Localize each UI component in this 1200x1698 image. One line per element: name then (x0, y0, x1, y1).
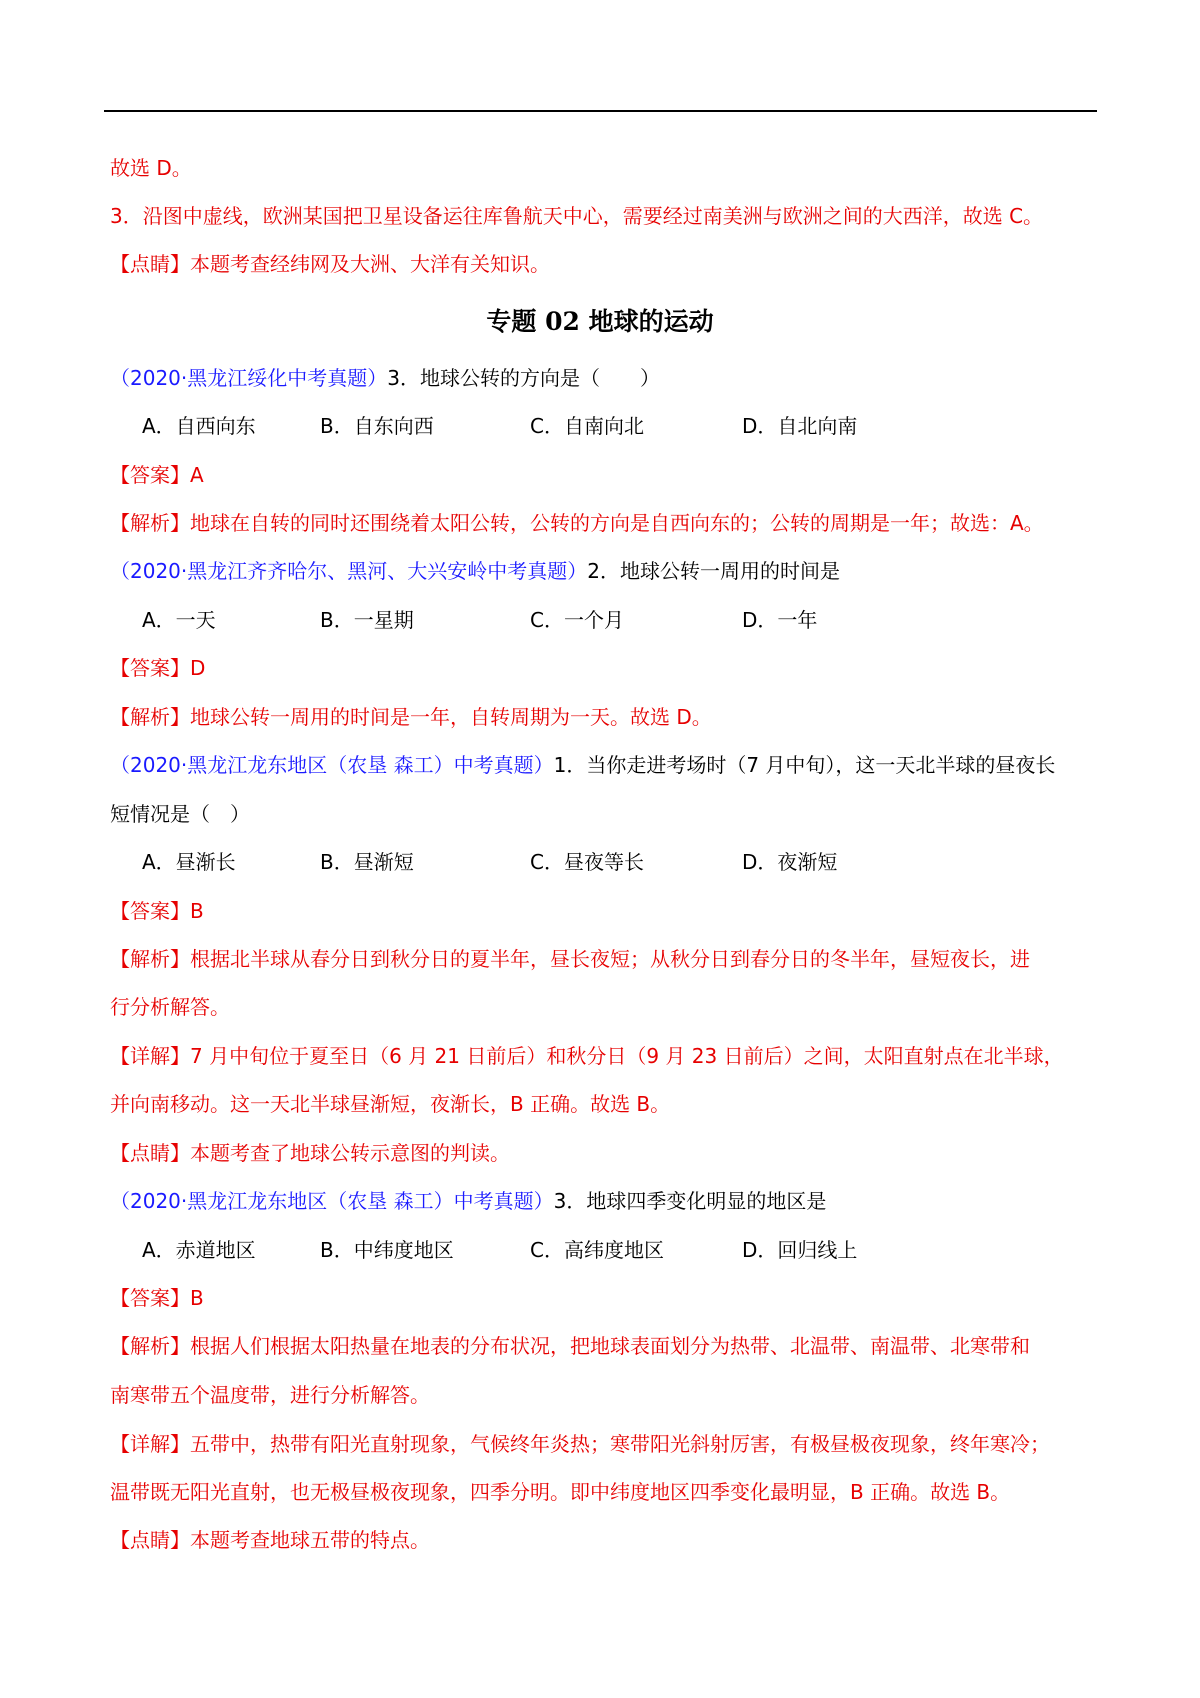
answer-value: A (190, 463, 204, 487)
option-d: D．回归线上 (742, 1238, 858, 1262)
detail-line-continued: 并向南移动。这一天北半球昼渐短，夜渐长，B 正确。故选 B。 (110, 1092, 671, 1116)
analysis-text: 地球在自转的同时还围绕着太阳公转，公转的方向是自西向东的；公转的周期是一年；故选：A。 (190, 511, 1044, 535)
question-2 (110, 557, 840, 585)
option-c: C．昼夜等长 (530, 850, 644, 874)
comment-line: 【点睛】本题考查了地球公转示意图的判读。 (110, 1141, 510, 1165)
question-source: （2020·黑龙江龙东地区（农垦 森工）中考真题） (110, 753, 554, 777)
analysis-line (110, 703, 712, 731)
option-a: A．自西向东 (142, 414, 256, 438)
answer-tag: 【答案】 (110, 1286, 190, 1310)
answer-tag: 【答案】 (110, 899, 190, 923)
question-3 (110, 751, 1055, 779)
option-d: D．自北向南 (742, 414, 858, 438)
analysis-tag: 【解析】 (110, 705, 190, 729)
answer-line (110, 461, 204, 489)
analysis-tag: 【解析】 (110, 511, 190, 535)
prev-answer-line: 故选 D。 (110, 156, 192, 180)
analysis-line (110, 509, 1044, 537)
option-a: A．赤道地区 (142, 1238, 256, 1262)
question-source: （2020·黑龙江绥化中考真题） (110, 366, 388, 390)
option-b: B．昼渐短 (320, 850, 414, 874)
answer-line (110, 654, 205, 682)
analysis-line: 【解析】根据人们根据太阳热量在地表的分布状况，把地球表面划分为热带、北温带、南温带、北寒带和 (110, 1334, 1030, 1358)
option-c: C．一个月 (530, 608, 624, 632)
question-stem: 1．当你走进考场时（7 月中旬），这一天北半球的昼夜长 (553, 753, 1056, 777)
option-c: C．高纬度地区 (530, 1238, 664, 1262)
option-b: B．一星期 (320, 608, 414, 632)
analysis-line: 【解析】根据北半球从春分日到秋分日的夏半年，昼长夜短；从秋分日到春分日的冬半年，昼短夜长，进 (110, 947, 1030, 971)
analysis-line-continued: 南寒带五个温度带，进行分析解答。 (110, 1383, 430, 1407)
analysis-line-continued: 行分析解答。 (110, 995, 230, 1019)
answer-line (110, 1284, 204, 1312)
answer-value: B (190, 899, 204, 923)
header-rule (104, 110, 1097, 112)
answer-tag: 【答案】 (110, 463, 190, 487)
detail-line-continued: 温带既无阳光直射，也无极昼极夜现象，四季分明。即中纬度地区四季变化最明显，B 正确。故选 B。 (110, 1480, 1011, 1504)
prev-comment: 【点睛】本题考查经纬网及大洲、大洋有关知识。 (110, 252, 550, 276)
section-title: 专题 02 地球的运动 (486, 307, 714, 336)
detail-line: 【详解】五带中，热带有阳光直射现象，气候终年炎热；寒带阳光斜射厉害，有极昼极夜现象，终年寒冷； (110, 1432, 1050, 1456)
question-stem: 2．地球公转一周用的时间是 (587, 559, 840, 583)
option-d: D．夜渐短 (742, 850, 838, 874)
option-b: B．自东向西 (320, 414, 434, 438)
question-stem: 3．地球四季变化明显的地区是 (553, 1189, 827, 1213)
question-stem: 3．地球公转的方向是（ ） (387, 366, 660, 390)
option-a: A．一天 (142, 608, 216, 632)
comment-line: 【点睛】本题考查地球五带的特点。 (110, 1528, 430, 1552)
answer-tag: 【答案】 (110, 656, 190, 680)
option-a: A．昼渐长 (142, 850, 236, 874)
option-d: D．一年 (742, 608, 818, 632)
question-stem-continued: 短情况是（ ） (110, 802, 250, 826)
analysis-text: 地球公转一周用的时间是一年，自转周期为一天。故选 D。 (190, 705, 712, 729)
question-4 (110, 1187, 826, 1215)
question-source: （2020·黑龙江齐齐哈尔、黑河、大兴安岭中考真题） (110, 559, 588, 583)
answer-line (110, 897, 204, 925)
answer-value: D (190, 656, 206, 680)
option-b: B．中纬度地区 (320, 1238, 454, 1262)
detail-line: 【详解】7 月中旬位于夏至日（6 月 21 日前后）和秋分日（9 月 23 日前后）之间，太阳直射点在北半球， (110, 1044, 1064, 1068)
question-source: （2020·黑龙江龙东地区（农垦 森工）中考真题） (110, 1189, 554, 1213)
question-1 (110, 364, 660, 392)
answer-value: B (190, 1286, 204, 1310)
option-c: C．自南向北 (530, 414, 644, 438)
prev-q3-explanation: 3．沿图中虚线，欧洲某国把卫星设备运往库鲁航天中心，需要经过南美洲与欧洲之间的大西洋，故选 C。 (110, 204, 1044, 228)
